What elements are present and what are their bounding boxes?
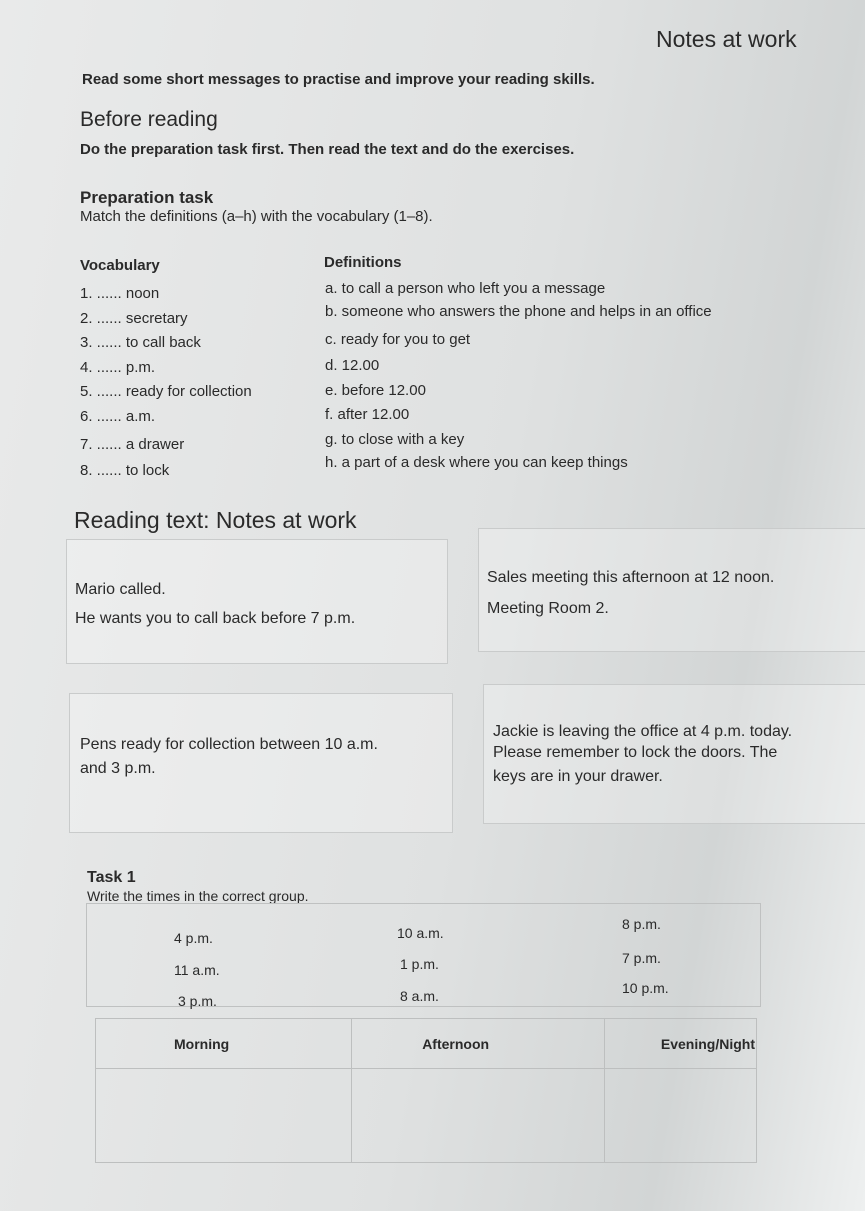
group-answer-cell[interactable] <box>604 1069 756 1163</box>
time-item: 8 a.m. <box>400 988 439 1004</box>
note-text: He wants you to call back before 7 p.m. <box>75 610 356 627</box>
vocab-item: 5. ...... ready for collection <box>80 383 252 400</box>
intro-text: Read some short messages to practise and improve your reading skills. <box>82 71 595 88</box>
group-answer-cell[interactable] <box>352 1069 605 1163</box>
definition-item: e. before 12.00 <box>325 382 426 399</box>
definition-item: a. to call a person who left you a message <box>325 280 606 297</box>
time-item: 3 p.m. <box>178 993 217 1009</box>
time-item: 10 a.m. <box>397 925 444 941</box>
vocab-item: 4. ...... p.m. <box>80 359 156 376</box>
group-header-afternoon: Afternoon <box>352 1019 605 1069</box>
groups-table <box>95 1018 757 1163</box>
preparation-heading: Preparation task <box>80 188 214 207</box>
definition-item: c. ready for you to get <box>325 331 471 348</box>
note-text: Sales meeting this afternoon at 12 noon. <box>487 569 775 586</box>
before-reading-instruction: Do the preparation task first. Then read the text and do the exercises. <box>80 141 575 158</box>
time-item: 11 a.m. <box>174 962 220 978</box>
note-card <box>66 539 448 664</box>
vocab-item: 6. ...... a.m. <box>80 408 156 425</box>
time-item: 4 p.m. <box>174 930 213 946</box>
note-text: Please remember to lock the doors. The <box>493 744 778 761</box>
reading-heading: Reading text: Notes at work <box>74 507 357 533</box>
task1-heading: Task 1 <box>87 869 136 886</box>
definition-item: f. after 12.00 <box>325 406 410 423</box>
definition-item: d. 12.00 <box>325 357 380 374</box>
group-header-morning: Morning <box>96 1019 352 1069</box>
definition-item: h. a part of a desk where you can keep things <box>325 454 628 471</box>
time-item: 8 p.m. <box>622 916 661 932</box>
vocab-item: 1. ...... noon <box>80 285 160 302</box>
definition-item: b. someone who answers the phone and helps in an office <box>325 303 712 320</box>
time-item: 10 p.m. <box>622 980 669 996</box>
note-text: Jackie is leaving the office at 4 p.m. today. <box>493 723 793 740</box>
vocab-item: 8. ...... to lock <box>80 462 170 479</box>
vocab-item: 2. ...... secretary <box>80 310 188 327</box>
vocab-item: 3. ...... to call back <box>80 334 201 351</box>
group-answer-cell[interactable] <box>96 1069 352 1163</box>
note-text: Pens ready for collection between 10 a.m. <box>80 736 378 753</box>
note-text: Meeting Room 2. <box>487 600 609 617</box>
task1-instruction: Write the times in the correct group. <box>87 888 309 904</box>
note-text: Mario called. <box>75 581 166 598</box>
times-box <box>86 903 761 1007</box>
note-card <box>478 528 865 652</box>
note-text: keys are in your drawer. <box>493 768 663 785</box>
definitions-heading: Definitions <box>324 254 402 271</box>
before-reading-heading: Before reading <box>80 108 218 131</box>
time-item: 1 p.m. <box>400 956 439 972</box>
time-item: 7 p.m. <box>622 950 661 966</box>
group-header-evening: Evening/Night <box>604 1019 756 1069</box>
definition-item: g. to close with a key <box>325 431 465 448</box>
vocabulary-heading: Vocabulary <box>80 257 160 274</box>
vocab-item: 7. ...... a drawer <box>80 436 185 453</box>
preparation-instruction: Match the definitions (a–h) with the vocabulary (1–8). <box>80 208 433 225</box>
page-title: Notes at work <box>656 26 797 52</box>
note-text: and 3 p.m. <box>80 760 156 777</box>
